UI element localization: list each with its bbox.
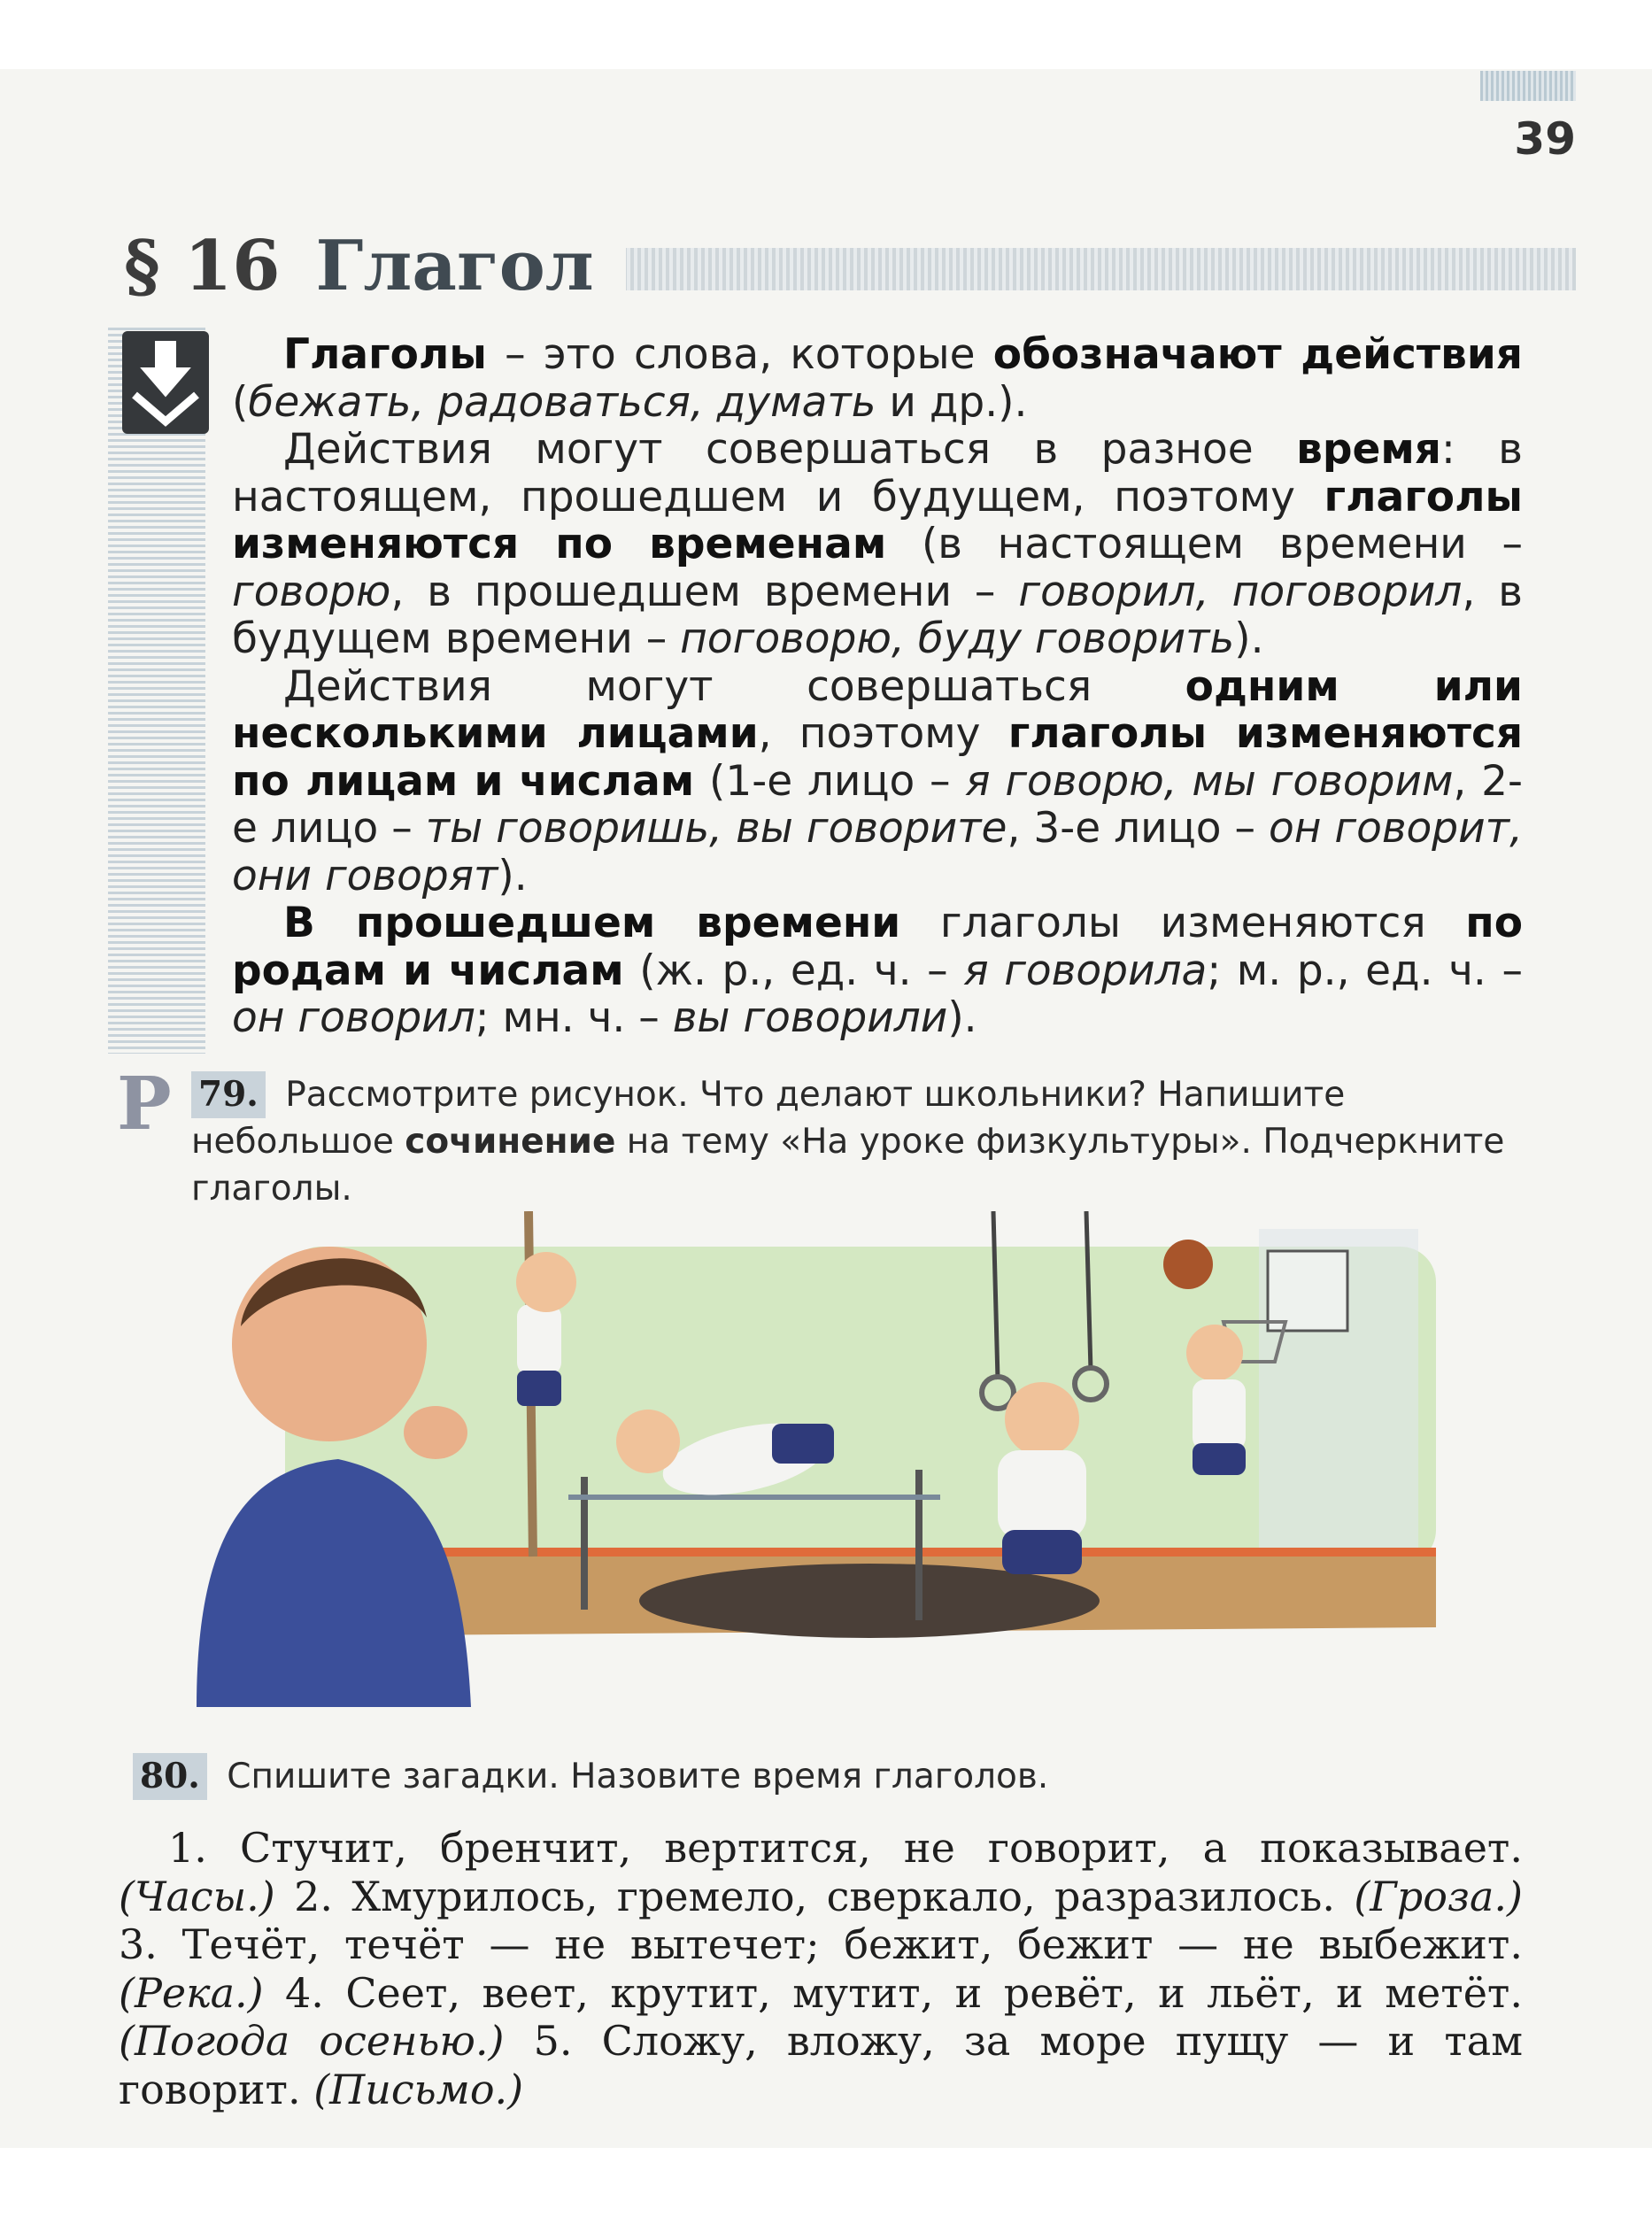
- ring-boy-shirt: [998, 1450, 1086, 1539]
- teacher-hand-whistle: [404, 1406, 467, 1459]
- floor-stripe: [303, 1548, 1436, 1557]
- gym-lesson-illustration: [197, 1211, 1454, 1725]
- speech-development-badge: Р: [117, 1062, 172, 1147]
- rule-paragraph-2: Действия могут совершаться в разное время: в настоящем, прошедшем и будущем, поэтому глаголы изменяются по временам (в настоящем времени – говорю, в прошедшем времени – говорил, поговорил, в будущем времени – поговорю, буду говорить).: [232, 425, 1524, 663]
- ring-boy-head: [1005, 1382, 1079, 1456]
- riddles-paragraph: 1. Стучит, бренчит, вертится, не говорит, а показывает. (Часы.) 2. Хмурилось, гремело, сверкало, разразилось. (Гроза.) 3. Течёт, течёт — не вытечет; бежит, бежит — не выбежит. (Река.) 4. Сеет, веет, крутит, мутит, и ревёт, и льёт, и метёт. (Погода осенью.) 5. Сложу, вложу, за море пущу — и там говорит. (Письмо.): [119, 1824, 1523, 2113]
- riddle-answer: (Письмо.): [313, 2065, 524, 2113]
- exercise-number: 80.: [133, 1753, 207, 1800]
- jumping-boy-head: [616, 1410, 680, 1473]
- rule-side-stripe: [108, 328, 205, 1054]
- climbing-boy-head: [516, 1252, 576, 1312]
- riddle-answer: (Часы.): [119, 1872, 275, 1920]
- riddle-answer: (Погода осенью.): [119, 2017, 505, 2065]
- section-number: § 16: [124, 225, 281, 306]
- rule-paragraph-4: В прошедшем времени глаголы изменяются по родам и числам (ж. р., ед. ч. – я говорила; м. р., ед. ч. – он говорил; мн. ч. – вы говорили).: [232, 899, 1523, 1042]
- ball-girl-head: [1186, 1325, 1243, 1381]
- page-number: 39: [1514, 113, 1576, 165]
- climbing-boy-shirt: [517, 1304, 561, 1375]
- rule-paragraph-3: Действия могут совершаться одним или несколькими лицами, поэтому глаголы изменяются по лицам и числам (1-е лицо – я говорю, мы говорим, 2-е лицо – ты говоришь, вы говорите, 3-е лицо – он говорит, они говорят).: [232, 661, 1524, 900]
- basketball-backboard: [1268, 1251, 1347, 1331]
- exercise-number: 79.: [191, 1071, 266, 1118]
- high-jump-post-right: [915, 1470, 922, 1620]
- landing-mat: [639, 1564, 1100, 1638]
- climbing-boy-shorts: [517, 1371, 561, 1406]
- section-title: Глагол: [315, 225, 594, 306]
- ball-girl-shirt: [1193, 1379, 1246, 1450]
- exercise-79: [115, 1071, 1523, 1212]
- term-verbs: Глаголы: [283, 330, 487, 379]
- jumping-boy-shorts: [772, 1424, 834, 1464]
- riddle-answer: (Река.): [119, 1968, 264, 2017]
- ring-boy-shorts: [1002, 1530, 1082, 1574]
- rule-paragraph-1: Глаголы – это слова, которые обозначают действия (бежать, радоваться, думать и др.).: [232, 330, 1523, 427]
- high-jump-bar: [568, 1495, 940, 1500]
- rule-text: [232, 331, 1523, 1042]
- riddles-text: [119, 1824, 1523, 2113]
- down-arrow-rule-icon: [122, 331, 209, 434]
- exercise-79-text: 79. Рассмотрите рисунок. Что делают школьники? Напишите небольшое сочинение на тему «На уроке физкультуры». Подчеркните глаголы.: [115, 1071, 1523, 1212]
- riddle-answer: (Гроза.): [1354, 1872, 1523, 1920]
- basketball: [1163, 1240, 1213, 1289]
- ball-girl-shorts: [1193, 1443, 1246, 1475]
- page-corner-tab: [1480, 71, 1576, 101]
- section-heading: [71, 212, 626, 319]
- exercise-80: 80. Спишите загадки. Назовите время глаголов.: [133, 1753, 1523, 1800]
